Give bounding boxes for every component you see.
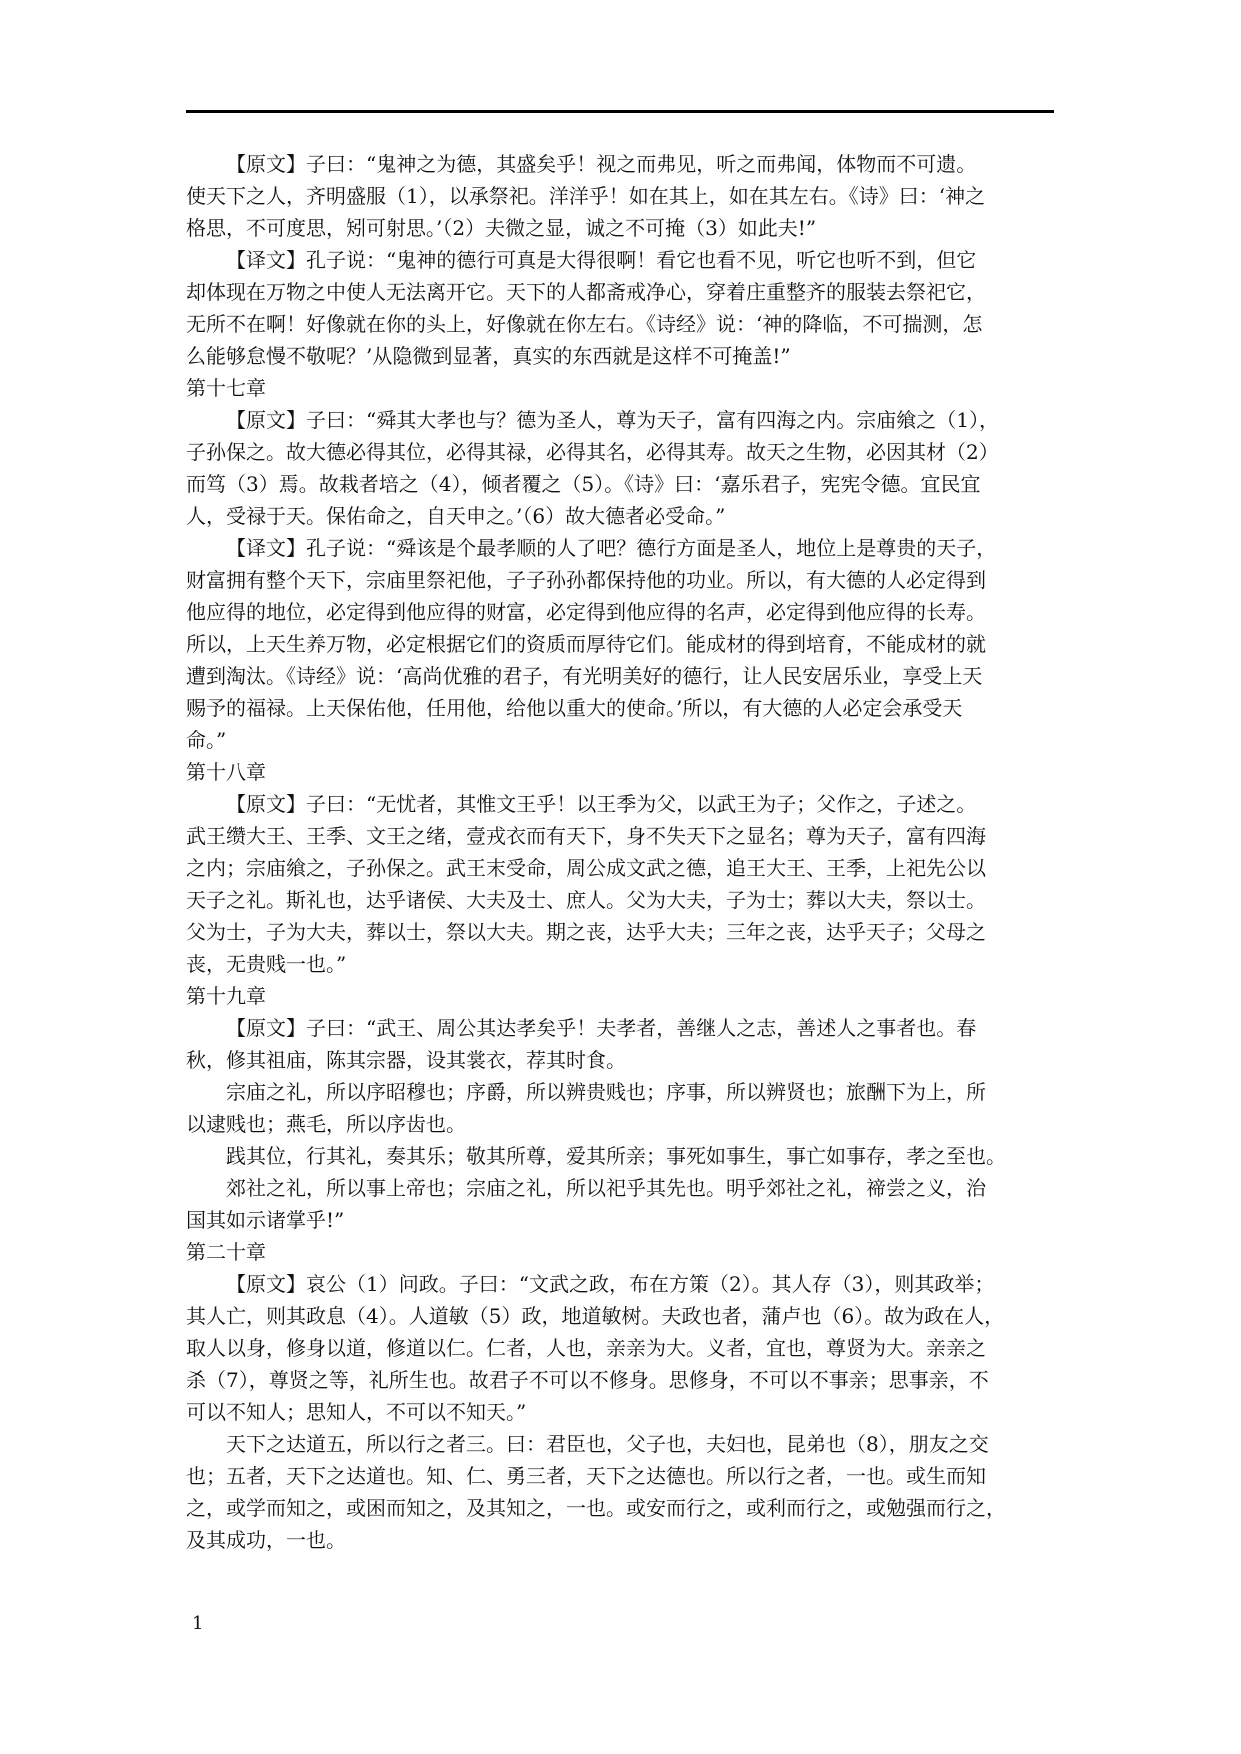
text-line: 使天下之人，齐明盛服（1），以承祭祀。洋洋乎！如在其上，如在其左右。《诗》曰：‘神之 [186, 184, 986, 208]
page-number: 1 [192, 1613, 204, 1634]
text-line: 所以，上天生养万物，必定根据它们的资质而厚待它们。能成材的得到培育，不能成材的就 [186, 632, 986, 656]
document-body [186, 148, 1054, 1556]
text-line: 武王缵大王、王季、文王之绪，壹戎衣而有天下，身不失天下之显名；尊为天子，富有四海 [186, 824, 986, 848]
text-line: 之内；宗庙飨之，子孙保之。武王末受命，周公成文武之德，追王大王、王季，上祀先公以 [186, 856, 986, 880]
text-line: 格思，不可度思，矧可射思。’（2）夫微之显，诚之不可掩（3）如此夫!” [186, 216, 817, 240]
text-line: 他应得的地位，必定得到他应得的财富，必定得到他应得的名声，必定得到他应得的长寿。 [186, 600, 986, 624]
text-line: 天子之礼。斯礼也，达乎诸侯、大夫及士、庶人。父为大夫，子为士；葬以大夫，祭以士。 [186, 888, 986, 912]
text-line: 及其成功，一也。 [186, 1528, 346, 1552]
text-line: 父为士，子为大夫，葬以士，祭以大夫。期之丧，达乎大夫；三年之丧，达乎天子；父母之 [186, 920, 986, 944]
text-line: 【原文】子曰：“武王、周公其达孝矣乎！夫孝者，善继人之志，善述人之事者也。春 [226, 1016, 977, 1040]
text-line: 却体现在万物之中使人无法离开它。天下的人都斋戒净心，穿着庄重整齐的服装去祭祀它， [186, 280, 986, 304]
text-line: 子孙保之。故大德必得其位，必得其禄，必得其名，必得其寿。故天之生物，必因其材（2） [186, 440, 999, 464]
text-line: 无所不在啊！好像就在你的头上，好像就在你左右。《诗经》说：‘神的降临，不可揣测，怎 [186, 312, 983, 336]
text-line: 秋，修其祖庙，陈其宗器，设其裳衣，荐其时食。 [186, 1048, 626, 1072]
chapter-heading: 第十七章 [186, 376, 266, 400]
text-line: 以逮贱也；燕毛，所以序齿也。 [186, 1112, 466, 1136]
text-line: 【译文】孔子说：“舜该是个最孝顺的人了吧？德行方面是圣人，地位上是尊贵的天子， [226, 536, 997, 560]
text-line: 【原文】子曰：“无忧者，其惟文王乎！以王季为父，以武王为子；父作之，子述之。 [226, 792, 977, 816]
text-line: 人，受禄于天。保佑命之，自天申之。’（6）故大德者必受命。” [186, 504, 726, 528]
text-line: 丧，无贵贱一也。” [186, 952, 347, 976]
chapter-heading: 第十八章 [186, 760, 266, 784]
text-line: 践其位，行其礼，奏其乐；敬其所尊，爱其所亲；事死如事生，事亡如事存，孝之至也。 [226, 1144, 1006, 1168]
text-line: 也；五者，天下之达道也。知、仁、勇三者，天下之达德也。所以行之者，一也。或生而知 [186, 1464, 986, 1488]
text-line: 【原文】哀公（1）问政。子曰：“文武之政，布在方策（2）。其人存（3），则其政举； [226, 1272, 995, 1296]
text-line: 命。” [186, 728, 227, 752]
chapter-heading: 第二十章 [186, 1240, 266, 1264]
text-line: 【译文】孔子说：“鬼神的德行可真是大得很啊！看它也看不见，听它也听不到，但它 [226, 248, 977, 272]
text-line: 天下之达道五，所以行之者三。曰：君臣也，父子也，夫妇也，昆弟也（8），朋友之交 [226, 1432, 989, 1456]
text-line: 宗庙之礼，所以序昭穆也；序爵，所以辨贵贱也；序事，所以辨贤也；旅酬下为上，所 [226, 1080, 986, 1104]
text-line: 取人以身，修身以道，修道以仁。仁者，人也，亲亲为大。义者，宜也，尊贤为大。亲亲之 [186, 1336, 986, 1360]
text-line: 其人亡，则其政息（4）。人道敏（5）政，地道敏树。夫政也者，蒲卢也（6）。故为政在人， [186, 1304, 1005, 1328]
text-line: 【原文】子曰：“舜其大孝也与？德为圣人，尊为天子，富有四海之内。宗庙飨之（1）， [226, 408, 999, 432]
text-line: 之，或学而知之，或困而知之，及其知之，一也。或安而行之，或利而行之，或勉强而行之， [186, 1496, 1006, 1520]
text-line: 郊社之礼，所以事上帝也；宗庙之礼，所以祀乎其先也。明乎郊社之礼，禘尝之义，治 [226, 1176, 986, 1200]
chapter-heading: 第十九章 [186, 984, 266, 1008]
text-line: 可以不知人；思知人，不可以不知天。” [186, 1400, 527, 1424]
text-line: 国其如示诸掌乎!” [186, 1208, 345, 1232]
text-line: 而笃（3）焉。故栽者培之（4），倾者覆之（5）。《诗》曰：‘嘉乐君子，宪宪令德。宜民宜 [186, 472, 981, 496]
text-line: 遭到淘汰。《诗经》说：‘高尚优雅的君子，有光明美好的德行，让人民安居乐业，享受上天 [186, 664, 983, 688]
text-line: 财富拥有整个天下，宗庙里祭祀他，子子孙孙都保持他的功业。所以，有大德的人必定得到 [186, 568, 986, 592]
text-line: 赐予的福禄。上天保佑他，任用他，给他以重大的使命。’所以，有大德的人必定会承受天 [186, 696, 963, 720]
header-rule [186, 110, 1054, 113]
text-line: 【原文】子曰：“鬼神之为德，其盛矣乎！视之而弗见，听之而弗闻，体物而不可遗。 [226, 152, 977, 176]
text-line: 杀（7），尊贤之等，礼所生也。故君子不可以不修身。思修身，不可以不事亲；思事亲，不 [186, 1368, 989, 1392]
text-line: 么能够怠慢不敬呢？’从隐微到显著，真实的东西就是这样不可掩盖!” [186, 344, 791, 368]
